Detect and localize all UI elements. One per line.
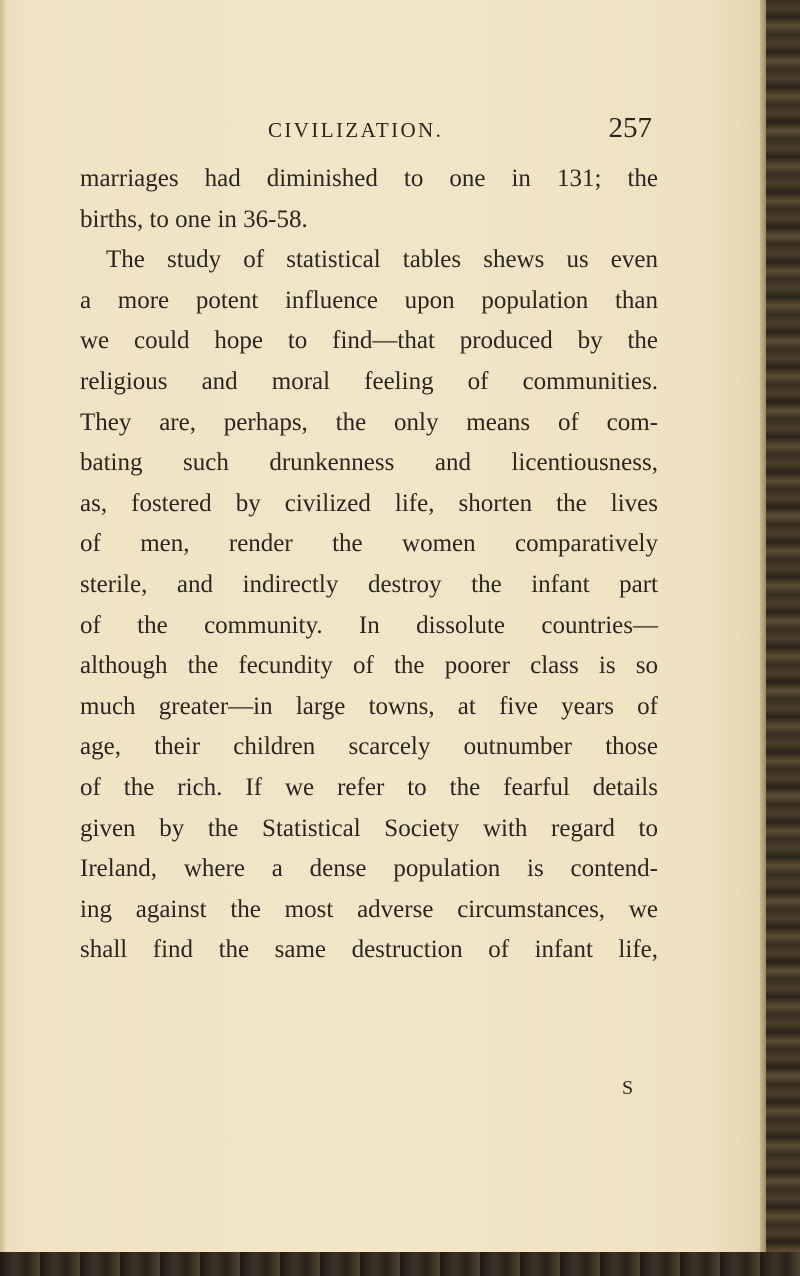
- text-line: much greater—in large towns, at five years of: [80, 692, 658, 720]
- text-line: sterile, and indirectly destroy the infant part: [80, 570, 658, 598]
- text-line: of men, render the women comparatively: [80, 530, 658, 558]
- body-text: [80, 159, 658, 971]
- page-bottom-edge: [0, 1252, 800, 1276]
- page-header: [268, 112, 652, 152]
- text-line: age, their children scarcely outnumber those: [80, 733, 658, 761]
- text-line: shall find the same destruction of infant life,: [80, 936, 658, 964]
- text-line: bating such drunkenness and licentiousness,: [80, 449, 658, 477]
- paragraph-start-line: The study of statistical tables shews us even: [106, 246, 658, 274]
- running-head: CIVILIZATION.: [268, 118, 444, 142]
- text-line: births, to one in 36-58.: [80, 205, 308, 233]
- page-left-edge: [0, 0, 6, 1252]
- page-number: 257: [608, 112, 652, 144]
- text-line: marriages had diminished to one in 131; the: [80, 165, 658, 192]
- text-line: of the community. In dissolute countries—: [80, 611, 658, 639]
- text-line: given by the Statistical Society with regard to: [80, 814, 658, 842]
- signature-mark: S: [622, 1077, 634, 1099]
- text-line: They are, perhaps, the only means of com-: [80, 408, 658, 436]
- text-line: of the rich. If we refer to the fearful details: [80, 773, 658, 801]
- text-line: Ireland, where a dense population is contend-: [80, 855, 658, 883]
- book-spine-edge: [766, 0, 800, 1276]
- text-line: although the fecundity of the poorer class is so: [80, 652, 658, 680]
- text-line: a more potent influence upon population than: [80, 286, 658, 314]
- text-line: religious and moral feeling of communities.: [80, 367, 658, 395]
- text-line: ing against the most adverse circumstances, we: [80, 895, 658, 923]
- text-line: we could hope to find—that produced by the: [80, 327, 658, 355]
- text-line: as, fostered by civilized life, shorten the lives: [80, 489, 658, 517]
